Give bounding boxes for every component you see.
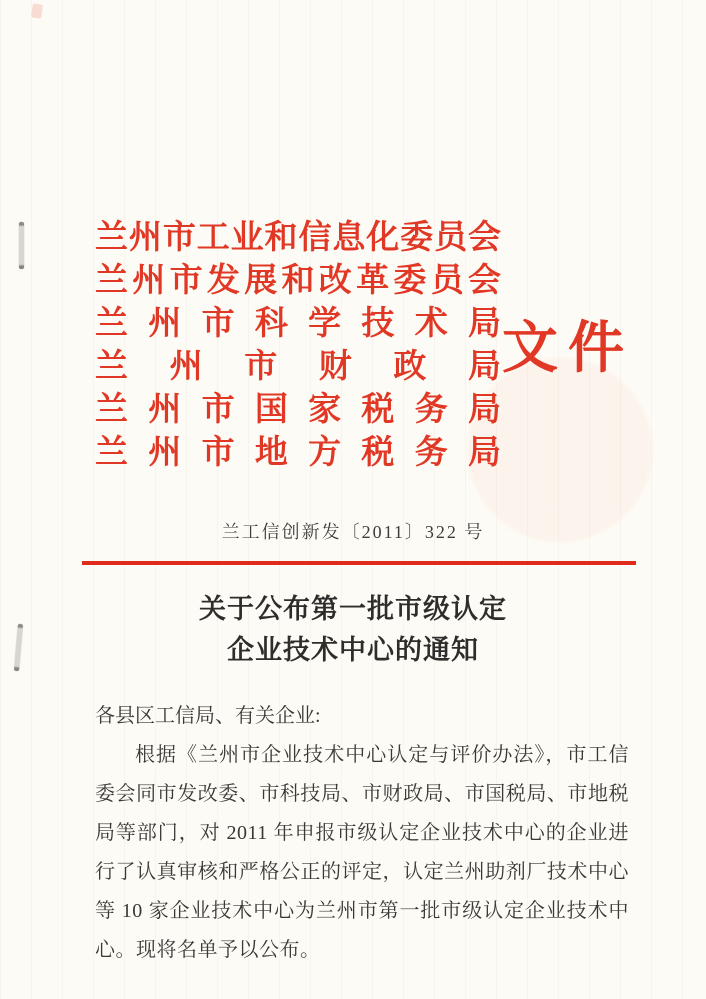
- agency-name-1: 兰州市工业和信息化委员会: [95, 220, 501, 256]
- document-body: [95, 697, 629, 970]
- agency-name-6: 兰州市地方税务局: [95, 435, 501, 471]
- issuing-agencies: [95, 217, 501, 475]
- agency-name-5: 兰州市国家税务局: [95, 392, 501, 428]
- agency-name-4: 兰州市财政局: [95, 349, 501, 385]
- scan-smudge: [31, 3, 43, 18]
- agency-name-2: 兰州市发展和改革委员会: [95, 263, 501, 299]
- title-line-1: 关于公布第一批市级认定: [199, 594, 507, 624]
- body-paragraph: 根据《兰州市企业技术中心认定与评价办法》，市工信委会同市发改委、市科技局、市财政局、市国税局、市地税局等部门，对 2011 年申报市级认定企业技术中心的企业进行了认真审核和严格公正的评定，认定兰州助剂厂技术中心等 10 家企业技术中心为兰州市第一批市级认定企业技术中心。现将名单予以公布。: [95, 744, 629, 961]
- agency-name-3: 兰州市科学技术局: [95, 306, 501, 342]
- red-divider-line: [82, 561, 636, 565]
- salutation-line: 各县区工信局、有关企业:: [95, 705, 321, 727]
- document-number: 兰工信创新发〔2011〕322 号: [221, 522, 485, 542]
- document-title: [0, 589, 706, 671]
- staple-mark-top: [19, 222, 24, 269]
- document-type-label: 文件: [502, 318, 634, 380]
- title-line-2: 企业技术中心的通知: [227, 635, 479, 665]
